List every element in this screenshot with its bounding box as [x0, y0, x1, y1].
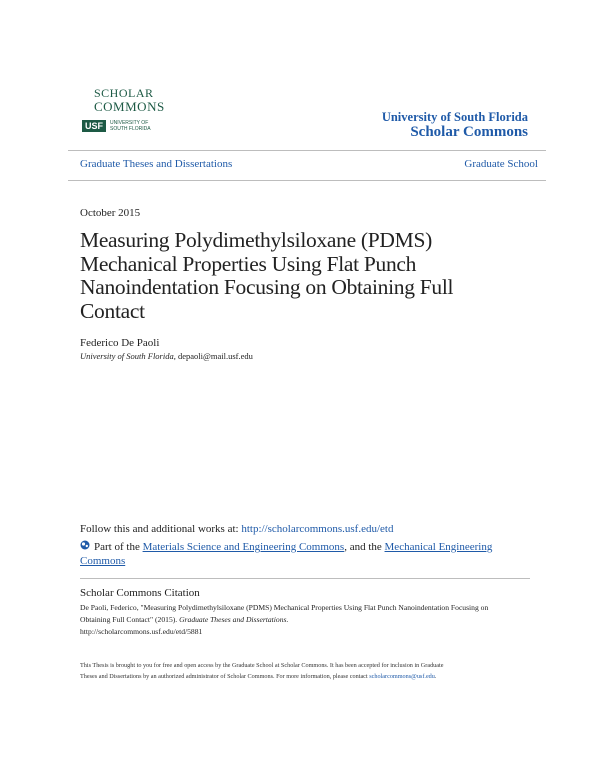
citation-series: Graduate Theses and Dissertations. [179, 615, 289, 624]
affiliation-email: , depaoli@mail.usf.edu [173, 351, 253, 361]
citation-url[interactable]: http://scholarcommons.usf.edu/etd/5881 [80, 627, 203, 636]
part-of-prefix: Part of the [94, 541, 143, 553]
mechanical-commons-link-cont[interactable]: Commons [80, 555, 126, 567]
part-of-middle: , and the [344, 541, 385, 553]
nav-graduate-school-link[interactable]: Graduate School [464, 158, 538, 170]
contact-email-link[interactable]: scholarcommons@usf.edu [369, 673, 435, 680]
affiliation-university: University of South Florida [80, 351, 174, 361]
follow-prefix: Follow this and additional works at: [80, 523, 242, 535]
materials-commons-link[interactable]: Materials Science and Engineering Commons [142, 541, 345, 553]
university-link[interactable]: University of South Florida [381, 110, 528, 124]
nav-theses-link[interactable]: Graduate Theses and Dissertations [80, 158, 233, 170]
mechanical-commons-link[interactable]: Mechanical Engineering [384, 541, 493, 553]
notice-end: . [434, 673, 437, 680]
notice-line-2-text: Theses and Dissertations by an authorized administrator of Scholar Commons. For more information, please contact [80, 673, 370, 680]
citation-text [80, 602, 530, 638]
divider-nav [68, 180, 546, 181]
network-icon [80, 540, 90, 550]
follow-link[interactable]: http://scholarcommons.usf.edu/etd [241, 523, 394, 535]
logo-commons-text: COMMONS [94, 99, 165, 114]
document-title: Measuring Polydimethylsiloxane (PDMS) Mechanical Properties Using Flat Punch Nanoindentation Focusing on Obtaining Full Contact [80, 228, 454, 323]
logo-scholar-text: SCHOLAR [94, 86, 154, 100]
logo-usf-badge: USF [82, 120, 106, 132]
citation-line-2 [80, 614, 530, 626]
notice-line-2 [80, 671, 530, 682]
logo-usf-text: UNIVERSITY OF SOUTH FLORIDA [110, 120, 151, 132]
author-name: Federico De Paoli [80, 337, 160, 349]
divider-top [68, 150, 546, 151]
citation-line-2a: Obtaining Full Contact" (2015). [80, 615, 180, 624]
author-affiliation [80, 351, 253, 361]
divider-citation [80, 578, 530, 579]
part-of-line [94, 541, 504, 554]
notice-line-1: This Thesis is brought to you for free and open access by the Graduate School at Scholar Commons. It has been accepted for inclusion in Graduate [80, 662, 444, 669]
citation-heading: Scholar Commons Citation [80, 587, 200, 599]
follow-line [80, 523, 393, 535]
citation-line-1: De Paoli, Federico, "Measuring Polydimethylsiloxane (PDMS) Mechanical Properties Using Flat Punch Nanoindentation Focusing on [80, 603, 489, 612]
scholar-commons-link[interactable]: Scholar Commons [410, 124, 528, 140]
publication-date: October 2015 [80, 207, 141, 219]
access-notice [80, 660, 530, 682]
